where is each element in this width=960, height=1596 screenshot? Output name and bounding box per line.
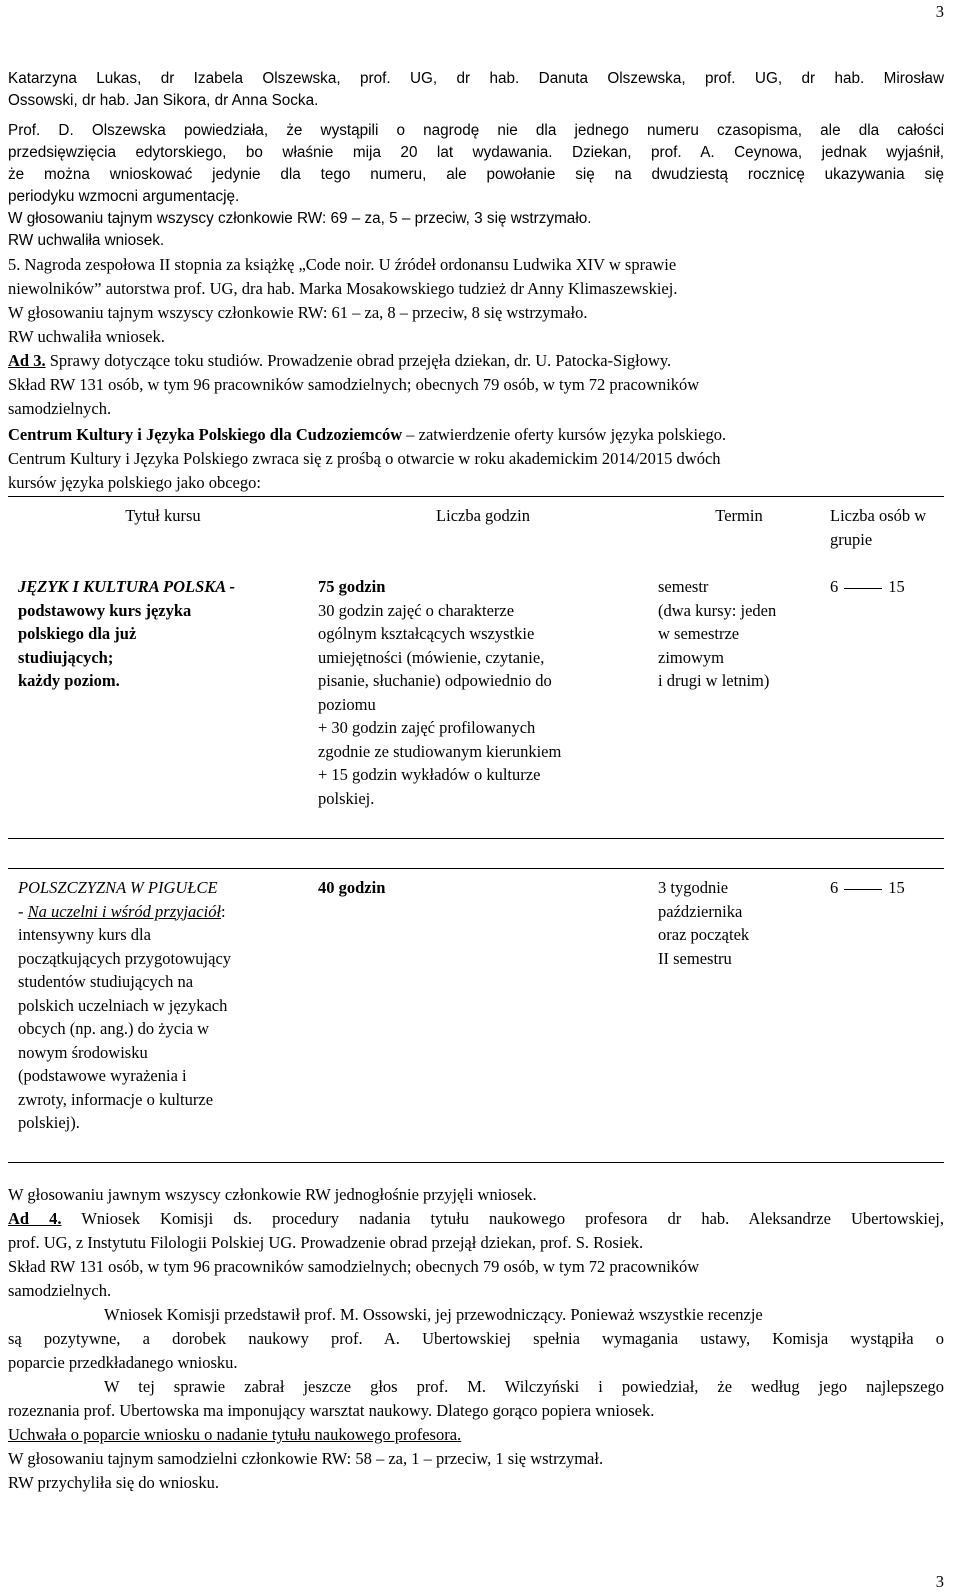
text-line: poparcie przedkładanego wniosku. [8,1353,238,1372]
resolution-text: RW uchwaliła wniosek. [8,327,165,346]
resolution-text: RW uchwaliła wniosek. [8,232,165,249]
group-size-min: 6 [830,577,839,596]
text-line: przedsięwzięcia edytorskiego, bo właśnie mija 20 lat wydawania. Dziekan, prof. A. Ceynowa, jednak wyjaśnił, [8,144,944,161]
text-line: Skład RW 131 osób, w tym 96 pracowników samodzielnych; obecnych 79 osób, w tym 72 pracowników [8,375,700,394]
course-title-line: zwroty, informacje o kulturze [18,1089,214,1109]
course-title-cell [8,575,308,810]
table-top-rule [8,496,944,497]
course-title-line: podstawowy kurs języka [18,600,192,620]
document-page [8,0,944,1596]
text-line: Skład RW 131 osób, w tym 96 pracowników samodzielnych; obecnych 79 osób, w tym 72 pracowników [8,1257,700,1276]
section-heading-rest: – zatwierdzenie oferty kursów języka polskiego. [402,425,727,444]
hours-line: umiejętności (mówienie, czytanie, [318,647,545,667]
range-dash [844,889,882,890]
course-title-line: polskich uczelniach w językach [18,995,228,1015]
table-row [8,876,944,1135]
term-line: i drugi w letnim) [658,671,770,690]
course-title-line: studentów studiujących na [18,972,194,991]
term-line: oraz początek [658,925,750,944]
course-table [8,504,944,551]
term-line: w semestrze [658,624,740,643]
course-table-row-2 [8,876,944,1135]
course-title: POLSZCZYZNA W PIGUŁCE [18,878,218,897]
text-line: są pozytywne, a dorobek naukowy prof. A. Ubertowskiej spełnia wymagania ustawy, Komisja wystąpiła o [8,1329,944,1348]
text-line: kursów języka polskiego jako obcego: [8,473,261,492]
agenda-item-label: Ad 4. [8,1209,62,1228]
table-header-row [8,504,944,551]
course-title-line: (podstawowe wyrażenia i [18,1066,187,1085]
section-heading-line [8,424,726,446]
text-line: 5. Nagroda zespołowa II stopnia za książkę „Code noir. U źródeł ordonansu Ludwika XIV w sprawie [8,255,677,274]
course-subtitle: Na uczelni i wśród przyjaciół [27,901,222,921]
hours-line: polskiej. [318,788,375,808]
hours-cell [308,575,648,810]
term-cell [648,876,820,1135]
group-size-max: 15 [888,577,905,596]
colon-text: : [221,901,226,921]
hours-line: pisanie, słuchanie) odpowiednio do [318,671,552,690]
course-table-row-1 [8,575,944,810]
hours-line: + 15 godzin wykładów o kulturze [318,765,541,784]
hours-line: + 30 godzin zajęć profilowanych [318,718,536,737]
hours-line: zgodnie ze studiowanym kierunkiem [318,741,562,761]
term-line: II semestru [658,948,732,968]
course-title-line: polskiej). [18,1113,80,1132]
text-line: Katarzyna Lukas, dr Izabela Olszewska, prof. UG, dr hab. Danuta Olszewska, prof. UG, dr hab. Mirosław [8,70,944,87]
course-title-line: początkujących przygotowujący [18,948,232,968]
table-row-rule [8,838,944,839]
course-title-line: polskiego dla już [18,624,137,643]
group-size-max: 15 [888,878,905,897]
text-line: że można wnioskować jedynie dla tego numeru, ale powołanie się na dwudziestą rocznicę ukazywania się [8,166,944,183]
text-line: rozeznania prof. Ubertowska ma imponujący warsztat naukowy. Dlatego gorąco popiera wniosek. [8,1401,655,1420]
course-title-line: nowym środowisku [18,1042,148,1062]
agenda-item-label: Ad 3. [8,351,46,370]
hours-line: poziomu [318,694,376,714]
course-title-line: każdy poziom. [18,671,120,690]
course-title-cell [8,876,308,1135]
resolution-title-text: Uchwała o poparcie wniosku o nadanie tytułu naukowego profesora. [8,1425,462,1444]
agenda-item-line [8,350,671,372]
hours-total: 75 godzin [318,577,386,596]
dash-text: - [18,901,28,921]
text-line: Prof. D. Olszewska powiedziała, że wystąpili o nagrodę nie dla jednego numeru czasopisma, ale dla całości [8,122,944,139]
text-line: Wniosek Komisji przedstawił prof. M. Ossowski, jej przewodniczący. Ponieważ wszystkie recenzje [104,1305,763,1324]
text-line: niewolników” autorstwa prof. UG, dra hab. Marka Mosakowskiego tudzież dr Anny Klimaszewskiej. [8,279,678,298]
text-line: samodzielnych. [8,399,112,418]
page-number-bottom: 3 [935,1572,944,1591]
hours-line: 30 godzin zajęć o charakterze [318,600,515,620]
course-subtitle-line [18,900,308,924]
resolution-title [8,1424,461,1446]
column-header: Liczba osób w grupie [830,506,927,549]
text-line: Ossowski, dr hab. Jan Sikora, dr Anna Socka. [8,92,319,109]
resolution-line: RW przychyliła się do wniosku. [8,1473,219,1492]
agenda-item-text: Wniosek Komisji ds. procedury nadania tytułu naukowego profesora dr hab. Aleksandrze Ubertowskiej, [61,1209,945,1228]
text-line: Centrum Kultury i Języka Polskiego zwraca się z prośbą o otwarcie w roku akademickim 2014/2015 dwóch [8,449,721,468]
vote-result: W głosowaniu tajnym wszyscy członkowie RW: 61 – za, 8 – przeciw, 8 się wstrzymało. [8,303,588,322]
table-row [8,575,944,810]
term-line: zimowym [658,647,724,667]
text-line: samodzielnych. [8,1281,112,1300]
column-header: Termin [715,506,763,525]
group-size-cell [820,876,944,1135]
resolution-line [8,326,165,348]
text-line: periodyku wzmocni argumentację. [8,188,240,205]
term-line: 3 tygodnie [658,878,729,897]
course-title-line: intensywny kurs dla [18,925,151,944]
vote-result: W głosowaniu tajnym samodzielni członkowie RW: 58 – za, 1 – przeciw, 1 się wstrzymał. [8,1449,604,1468]
table-bottom-rule [8,1162,944,1163]
course-title-line: studiujących; [18,647,114,667]
agenda-item-text: Sprawy dotyczące toku studiów. Prowadzenie obrad przejęła dziekan, dr. U. Patocka-Sigłowy. [45,351,672,370]
hours-cell [308,876,648,1135]
section-heading: Centrum Kultury i Języka Polskiego dla Cudzoziemców [8,425,403,444]
group-size-cell [820,575,944,810]
range-dash [844,588,882,589]
course-title-line: obcych (np. ang.) do życia w [18,1019,210,1038]
column-header: Tytuł kursu [125,506,201,525]
term-line: października [658,901,743,921]
column-header: Liczba godzin [436,506,530,525]
group-size-min: 6 [830,878,839,897]
term-line: (dwa kursy: jeden [658,600,777,620]
hours-total: 40 godzin [318,878,386,897]
resolution-line [8,230,164,252]
table-row-rule [8,868,944,869]
text-line: prof. UG, z Instytutu Filologii Polskiej UG. Prowadzenie obrad przejął dziekan, prof. S. Rosiek. [8,1233,644,1252]
agenda-item-line [8,1208,944,1230]
vote-result: W głosowaniu tajnym wszyscy członkowie RW: 69 – za, 5 – przeciw, 3 się wstrzymało. [8,210,592,227]
term-line: semestr [658,577,709,596]
text-line: W tej sprawie zabrał jeszcze głos prof. M. Wilczyński i powiedział, że według jego najlepszego [104,1377,944,1396]
hours-line: ogólnym kształcących wszystkie [318,624,535,643]
course-title: JĘZYK I KULTURA POLSKA - [18,577,235,596]
term-cell [648,575,820,810]
vote-result: W głosowaniu jawnym wszyscy członkowie RW jednogłośnie przyjęli wniosek. [8,1185,537,1204]
page-number: 3 [935,2,944,21]
